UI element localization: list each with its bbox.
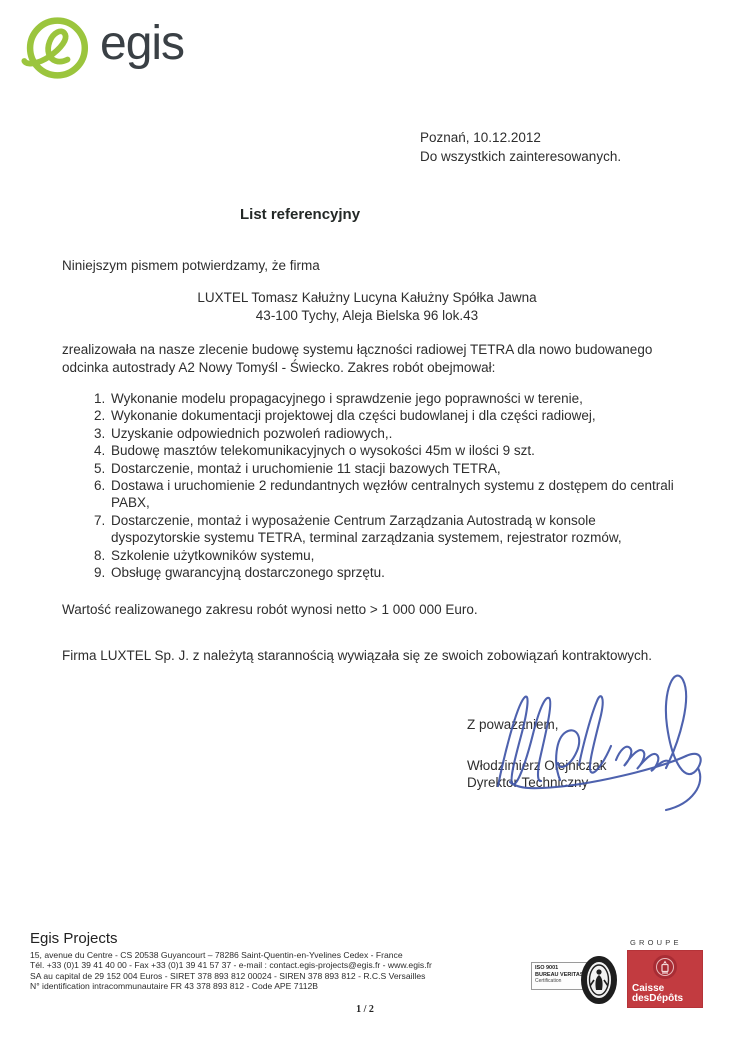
page-number: 1 / 2	[356, 1004, 374, 1015]
company-block	[62, 289, 672, 324]
des-depots-line: desDépôts	[632, 993, 684, 1004]
list-item: 9. Obsługę gwarancyjną dostarczonego sprzętu.	[109, 564, 674, 581]
handwritten-signature-icon	[470, 664, 720, 814]
list-item: 3. Uzyskanie odpowiednich pozwoleń radiowych,.	[109, 425, 674, 442]
caisse-des-depots-box	[627, 950, 703, 1008]
list-item: 2. Wykonanie dokumentacji projektowej dla części budowlanej i dla części radiowej,	[109, 407, 674, 424]
footer-block	[30, 930, 432, 991]
intro-paragraph: Niniejszym pismem potwierdzamy, że firma	[62, 258, 320, 273]
company-address-line: 43-100 Tychy, Aleja Bielska 96 lok.43	[255, 307, 479, 323]
caisse-des-depots-wordmark	[632, 984, 683, 1004]
date-block	[420, 128, 621, 166]
footer-contact: Tél. +33 (0)1 39 41 40 00 - Fax +33 (0)1 39 41 57 37 - e-mail : contact.egis-projects@egis.fr - www.egis.fr	[30, 960, 432, 971]
closing-statement: Firma LUXTEL Sp. J. z należytą starannością wywiązała się ze swoich zobowiązań kontraktowych.	[62, 648, 652, 663]
caisse-line: Caisse	[632, 983, 665, 994]
list-item: 7. Dostarczenie, montaż i wyposażenie Centrum Zarządzania Autostradą w konsole dyspozytorskie systemu TETRA, terminal zarządzania systemem, rejestrator rozmów,	[109, 512, 674, 547]
scope-intro-paragraph: zrealizowała na nasze zlecenie budowę systemu łączności radiowej TETRA dla nowo budowanego odcinka autostrady A2 Nowy Tomyśl - Świecko. Zakres robót obejmował:	[62, 342, 653, 375]
contract-value-statement: Wartość realizowanego zakresu robót wynosi netto > 1 000 000 Euro.	[62, 602, 478, 617]
groupe-label: GROUPE	[630, 938, 682, 947]
bureau-veritas-label: BUREAU VERITAS	[535, 971, 584, 978]
list-item: 4. Budowę masztów telekomunikacyjnych o wysokości 45m w ilości 9 szt.	[109, 442, 674, 459]
document-title: List referencyjny	[240, 206, 361, 223]
addressee-line: Do wszystkich zainteresowanych.	[420, 149, 622, 164]
footer-legal-capital: SA au capital de 29 152 004 Euros - SIRET 378 893 812 00024 - SIREN 378 893 812 - R.C.S Versailles	[30, 970, 426, 981]
certification-label: Certification	[535, 978, 562, 984]
signature-salutation: Z poważaniem,	[467, 717, 559, 732]
company-name-line: LUXTEL Tomasz Kałużny Lucyna Kałużny Spółka Jawna	[197, 290, 537, 305]
signatory-name: Włodzimierz Olejniczak	[467, 758, 607, 773]
list-item: 6. Dostawa i uruchomienie 2 redundantnych węzłów centralnych systemu z dostępem do centrali PABX,	[109, 477, 674, 512]
list-item: 5. Dostarczenie, montaż i uruchomienie 11 stacji bazowych TETRA,	[109, 460, 674, 477]
bureau-veritas-seal-icon	[576, 956, 622, 1004]
footer-company-name: Egis Projects	[30, 930, 118, 947]
egis-brand-wordmark: egis	[100, 17, 185, 70]
caisse-des-depots-logo	[627, 938, 705, 1008]
caisse-des-depots-emblem-icon	[652, 954, 678, 980]
place-and-date: Poznań, 10.12.2012	[420, 130, 541, 145]
egis-logo	[20, 12, 184, 84]
scope-of-works-list	[62, 390, 674, 581]
iso-9001-label: ISO 9001	[535, 965, 559, 971]
footer-legal-vat: N° identification intracommunautaire FR 43 378 893 812 - Code APE 7112B	[30, 980, 318, 991]
list-item: 1. Wykonanie modelu propagacyjnego i sprawdzenie jego poprawności w terenie,	[109, 390, 674, 407]
signatory-job-title: Dyrektor Techniczny	[467, 775, 589, 790]
list-item: 8. Szkolenie użytkowników systemu,	[109, 547, 674, 564]
footer-address: 15, avenue du Centre - CS 20538 Guyancourt – 78286 Saint-Quentin-en-Yvelines Cedex - France	[30, 950, 403, 960]
egis-logo-icon	[20, 12, 92, 84]
